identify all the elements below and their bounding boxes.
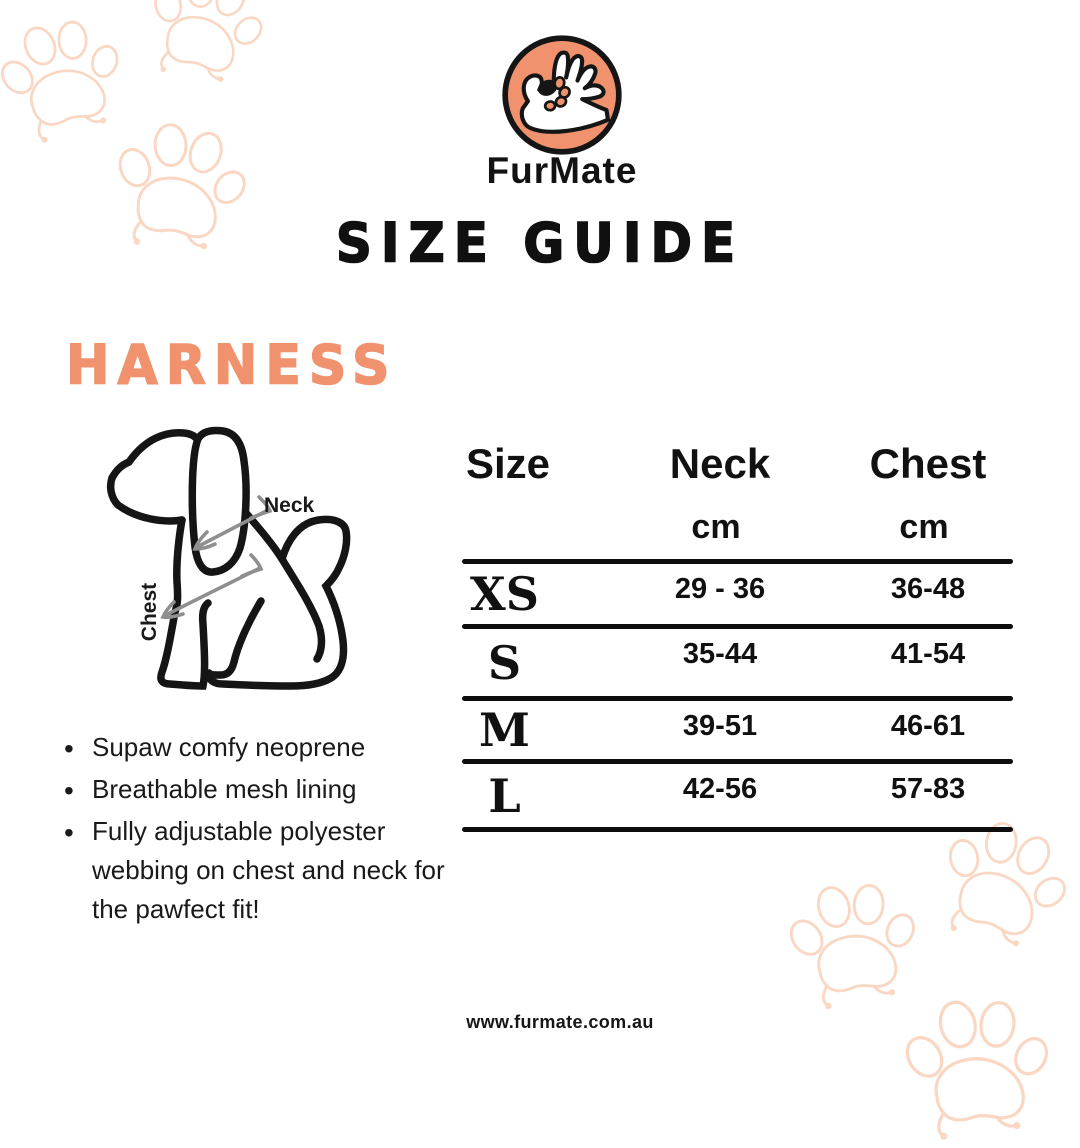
- feature-item: • Breathable mesh lining: [62, 770, 467, 809]
- neck-measure-label: Neck: [264, 494, 315, 517]
- neck-cell: 29 - 36: [674, 573, 766, 605]
- chest-cell: 57-83: [890, 773, 966, 805]
- column-header-chest: Chest: [869, 440, 987, 487]
- size-table: [462, 432, 1013, 834]
- size-table-header: [462, 432, 1013, 559]
- chest-cell: 41-54: [890, 638, 966, 670]
- table-row: [462, 629, 1013, 696]
- size-cell: XS: [470, 567, 539, 621]
- size-cell: M: [479, 703, 530, 757]
- neck-unit-label: cm: [691, 508, 741, 546]
- feature-item: • Supaw comfy neoprene: [62, 728, 467, 767]
- size-cell: S: [487, 635, 522, 690]
- table-row: [462, 764, 1013, 827]
- dog-measurement-diagram: [90, 420, 410, 720]
- neck-cell: 39-51: [682, 710, 758, 742]
- neck-cell: 35-44: [682, 638, 758, 670]
- table-row: [462, 564, 1013, 624]
- size-cell: L: [488, 768, 521, 823]
- chest-unit-label: cm: [899, 508, 949, 546]
- feature-list: [62, 728, 467, 932]
- feature-item: • Fully adjustable polyester webbing on chest and neck for the pawfect fit!: [62, 812, 467, 929]
- table-row: [462, 701, 1013, 759]
- paw-print-decoration: [0, 3, 140, 155]
- chest-measure-label: Chest: [138, 582, 161, 642]
- chest-cell: 46-61: [890, 710, 966, 742]
- dog-outline: [111, 431, 347, 686]
- page-title: SIZE GUIDE: [335, 212, 745, 275]
- column-header-size: Size: [466, 440, 551, 487]
- product-title: HARNESS: [66, 334, 398, 397]
- brand-name: FurMate: [486, 150, 638, 191]
- paw-print-decoration: [135, 0, 278, 99]
- furmate-logo hand-holding-paw-icon: [500, 33, 624, 157]
- website-url: www.furmate.com.au: [466, 1012, 654, 1032]
- paw-print-decoration: [781, 869, 930, 1018]
- table-divider: [462, 827, 1013, 832]
- neck-cell: 42-56: [682, 773, 758, 805]
- chest-cell: 36-48: [890, 573, 966, 605]
- column-header-neck: Neck: [669, 440, 771, 487]
